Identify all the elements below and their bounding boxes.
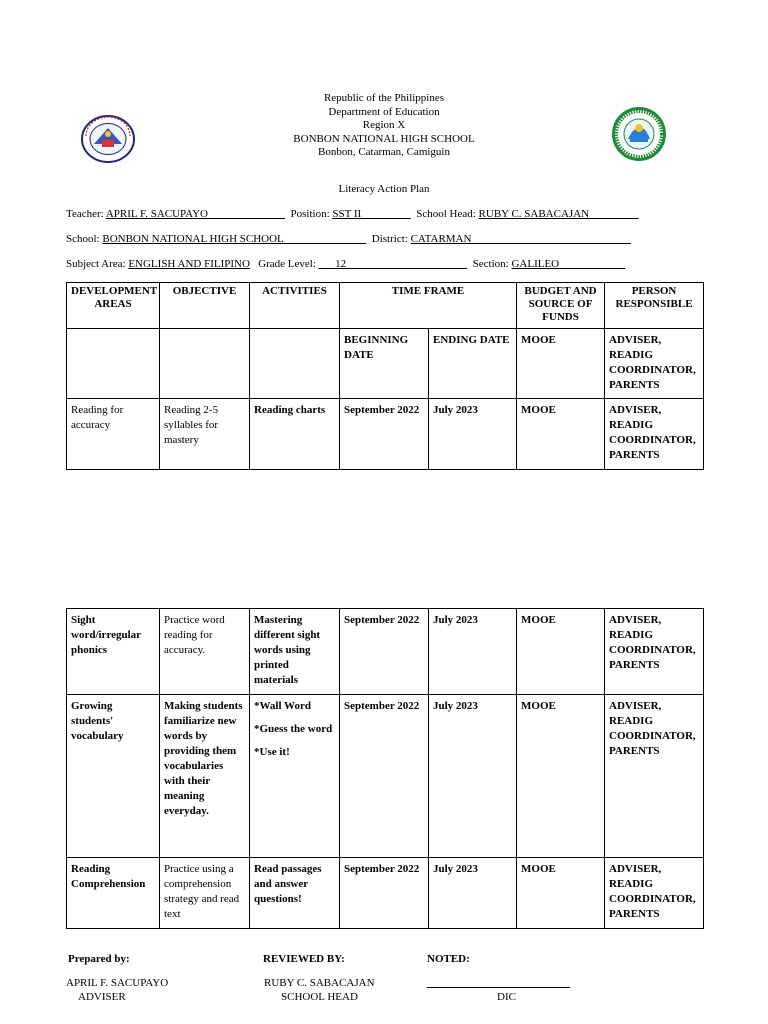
prepared-by-label: Prepared by: — [68, 953, 130, 965]
noted-signature-line — [427, 987, 570, 988]
table-row — [67, 695, 704, 858]
objective-cell: Practice using a comprehension strategy and read text — [160, 858, 250, 929]
reviewed-by-label: REVIEWED BY: — [263, 953, 345, 965]
school-head-label: School Head: — [416, 208, 476, 220]
end-cell: July 2023 — [429, 858, 517, 929]
noted-label: NOTED: — [427, 953, 470, 965]
end-cell: July 2023 — [429, 609, 517, 695]
header-activities: ACTIVITIES — [250, 283, 340, 329]
budget-cell: MOOE — [517, 858, 605, 929]
school-label: School: — [66, 233, 100, 245]
teacher-label: Teacher: — [66, 208, 104, 220]
area-cell: Growing students' vocabulary — [67, 695, 160, 858]
table-cell — [160, 329, 250, 399]
table-row — [67, 399, 704, 470]
person-cell: ADVISER, READIG COORDINATOR, PARENTS — [605, 858, 704, 929]
begin-cell: September 2022 — [340, 399, 429, 470]
header-budget: BUDGET AND SOURCE OF FUNDS — [517, 283, 605, 329]
table-row — [67, 858, 704, 929]
begin-cell: September 2022 — [340, 609, 429, 695]
end-cell: July 2023 — [429, 399, 517, 470]
table-cell — [67, 329, 160, 399]
reviewed-by-name: RUBY C. SABACAJAN — [264, 977, 375, 989]
grade-label: Grade Level: — [258, 258, 316, 270]
person-cell: ADVISER, READIG COORDINATOR, PARENTS — [605, 695, 704, 858]
subject-value: ENGLISH AND FILIPINO — [128, 258, 250, 270]
prepared-by-name: APRIL F. SACUPAYO — [66, 977, 169, 989]
teacher-value: APRIL F. SACUPAYO — [105, 208, 208, 220]
objective-cell: Practice word reading for accuracy. — [160, 609, 250, 695]
area-cell: Reading Comprehension — [67, 858, 160, 929]
department-line: Department of Education — [328, 105, 440, 118]
activities-cell: Read passages and answer questions! — [250, 858, 340, 929]
budget-cell: MOOE — [517, 399, 605, 470]
section-label: Section: — [472, 258, 509, 270]
activity-item: *Wall Word — [254, 700, 311, 712]
school-line: School: BONBON NATIONAL HIGH SCHOOL_______________ District: CATARMAN_____________________________ — [66, 233, 631, 245]
address-line: Bonbon, Catarman, Camiguin — [318, 146, 450, 158]
subject-label: Subject Area: — [66, 258, 126, 270]
header-person: PERSON RESPONSIBLE — [605, 283, 704, 329]
school-head-value: RUBY C. SABACAJAN — [478, 208, 590, 220]
activity-item: *Use it! — [254, 746, 290, 758]
table-cell — [250, 329, 340, 399]
letterhead — [0, 92, 768, 160]
begin-cell: September 2022 — [340, 858, 429, 929]
person-cell: ADVISER, READIG COORDINATOR, PARENTS — [605, 609, 704, 695]
grade-value: 12 — [335, 258, 347, 270]
budget-cell: MOOE — [517, 609, 605, 695]
activity-item: *Guess the word — [254, 723, 333, 735]
district-label: District: — [371, 233, 408, 245]
noted-title: DIC — [497, 991, 516, 1003]
subject-line: Subject Area: ENGLISH AND FILIPINO Grade Level: ___12______________________ Section: GALILEO____________ — [66, 258, 626, 270]
header-time-frame: TIME FRAME — [340, 283, 517, 329]
activities-cell — [250, 695, 340, 858]
activities-cell: Mastering different sight words using printed materials — [250, 609, 340, 695]
reviewed-by-title: SCHOOL HEAD — [281, 991, 358, 1003]
prepared-by-title: ADVISER — [78, 991, 126, 1003]
budget-cell: MOOE — [517, 329, 605, 399]
header-development-areas: DEVELOPMENT AREAS — [67, 283, 160, 329]
district-value: CATARMAN — [410, 233, 472, 245]
budget-cell: MOOE — [517, 695, 605, 858]
school-value: BONBON NATIONAL HIGH SCHOOL — [102, 233, 284, 245]
action-plan-table-2 — [66, 608, 704, 929]
republic-line: Republic of the Philippines — [323, 92, 445, 104]
school-name-line: BONBON NATIONAL HIGH SCHOOL — [293, 132, 475, 145]
begin-cell: September 2022 — [340, 695, 429, 858]
objective-cell: Reading 2-5 syllables for mastery — [160, 399, 250, 470]
header-ending-date: ENDING DATE — [429, 329, 517, 399]
area-cell: Sight word/irregular phonics — [67, 609, 160, 695]
teacher-line: Teacher: APRIL F. SACUPAYO______________ Position: SST II_________ School Head: RUBY C. SABACAJAN_________ — [66, 208, 639, 220]
area-cell: Reading for accuracy — [67, 399, 160, 470]
person-cell: ADVISER, READIG COORDINATOR, PARENTS — [605, 399, 704, 470]
activities-cell: Reading charts — [250, 399, 340, 470]
table-row — [67, 609, 704, 695]
header-beginning-date: BEGINNING DATE — [340, 329, 429, 399]
page-title: Literacy Action Plan — [338, 183, 430, 195]
position-value: SST II — [332, 208, 362, 220]
region-line: Region X — [362, 119, 406, 131]
end-cell: July 2023 — [429, 695, 517, 858]
section-value: GALILEO — [511, 258, 560, 270]
objective-cell: Making students familiarize new words by providing them vocabularies with their meaning everyday. — [160, 695, 250, 858]
header-objective: OBJECTIVE — [160, 283, 250, 329]
person-cell: ADVISER, READIG COORDINATOR, PARENTS — [605, 329, 704, 399]
position-label: Position: — [290, 208, 330, 220]
action-plan-table-1 — [66, 282, 704, 470]
